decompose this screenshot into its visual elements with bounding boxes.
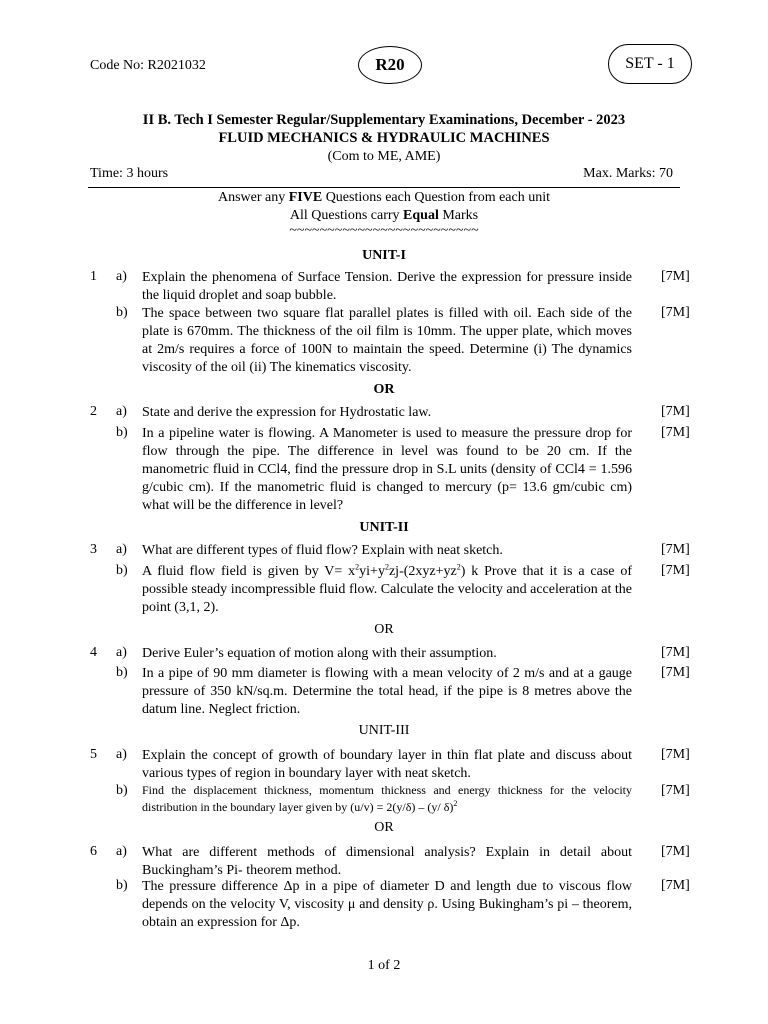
q4b-label: b) (116, 665, 128, 680)
instr1-bold: FIVE (288, 190, 323, 205)
question-number-3: 3 (90, 542, 97, 557)
q1a-label: a) (116, 269, 127, 284)
unit-heading-3: UNIT-III (358, 723, 410, 738)
time-label: Time: 3 hours (90, 166, 169, 181)
regulation-badge (358, 46, 422, 84)
code-number: Code No: R2021032 (90, 58, 206, 73)
instr1-pre: Answer any (217, 190, 289, 205)
q6b-label: b) (116, 878, 128, 893)
question-number-1: 1 (90, 269, 97, 284)
q3b-sup-1: 2 (355, 562, 360, 572)
q3b-text (142, 563, 632, 617)
branches: (Com to ME, AME) (327, 149, 441, 164)
q3b-marks: [7M] (661, 563, 690, 578)
set-badge (608, 44, 692, 84)
q1b-label: b) (116, 305, 128, 320)
q3b-part-1: A fluid flow field is given by V= x (142, 564, 356, 579)
q4a-marks: [7M] (661, 645, 690, 660)
q4b-text: In a pipe of 90 mm diameter is flowing with a mean velocity of 2 m/s and at a gauge pressure of 350 kN/sq.m. Determine the total head, if the pipe is 8 metres above the datum line. Neglect friction. (142, 666, 632, 717)
q3a-text: What are different types of fluid flow? Explain with neat sketch. (142, 543, 503, 558)
regulation-label: R20 (375, 55, 405, 74)
q2b-text: In a pipeline water is flowing. A Manometer is used to measure the pressure drop for flow through the pipe. The difference in level was found to be 20 cm. If the manometric fluid in CCl4, find the pressure drop in S.L units (density of CCl4 = 1.596 g/cubic cm). If the manometric fluid is changed to mercury (p= 13.6 gm/cubic cm) what will be the difference in level? (142, 426, 632, 513)
subject-title: FLUID MECHANICS & HYDRAULIC MACHINES (218, 130, 550, 146)
question-number-4: 4 (90, 645, 97, 660)
unit-heading-1: UNIT-I (362, 248, 406, 263)
q3a-marks: [7M] (661, 542, 690, 557)
q3b-sup-3: 2 (456, 562, 461, 572)
instr2-post: Marks (438, 208, 479, 223)
q5b-text (142, 782, 632, 816)
q1b-text: The space between two square flat parallel plates is filled with oil. Each side of the plate is 670mm. The thickness of the oil film is 10mm. The upper plate, which moves at 2m/s requires a force of 100N to maintain the speed. Determine (i) The dynamics viscosity of the oil (ii) The kinematics viscosity. (142, 306, 632, 375)
or-divider-1: OR (373, 382, 395, 397)
instruction-line-1 (0, 189, 768, 207)
q2a-text: State and derive the expression for Hydrostatic law. (142, 405, 432, 420)
q5a-text: Explain the concept of growth of boundary layer in thin flat plate and discuss about various types of region in boundary layer with neat sketch. (142, 748, 632, 781)
or-divider-3: OR (374, 820, 394, 835)
q2a-label: a) (116, 404, 127, 419)
instr1-post: Questions each Question from each unit (322, 190, 551, 205)
q6b-marks: [7M] (661, 878, 690, 893)
header-rule (88, 187, 680, 188)
q5a-marks: [7M] (661, 747, 690, 762)
instr2-bold: Equal (403, 208, 439, 223)
q3b-label: b) (116, 563, 128, 578)
instructions (0, 189, 768, 240)
q1a-text: Explain the phenomena of Surface Tension. Derive the expression for pressure inside the liquid droplet and soap bubble. (142, 270, 632, 303)
q6a-marks: [7M] (661, 844, 690, 859)
q4a-text: Derive Euler’s equation of motion along with their assumption. (142, 646, 497, 661)
q5b-label: b) (116, 783, 128, 798)
question-number-5: 5 (90, 747, 97, 762)
question-number-2: 2 (90, 404, 97, 419)
exam-title: II B. Tech I Semester Regular/Supplementary Examinations, December - 2023 (142, 112, 626, 128)
set-label: SET - 1 (625, 55, 675, 72)
instr2-pre: All Questions carry (289, 208, 404, 223)
q1a-marks: [7M] (661, 269, 690, 284)
q2a-marks: [7M] (661, 404, 690, 419)
q4a-label: a) (116, 645, 127, 660)
q5a-label: a) (116, 747, 127, 762)
q6b-text: The pressure difference Δp in a pipe of diameter D and length due to viscous flow depends on the velocity V, viscosity μ and density ρ. Using Bukingham’s pi – theorem, obtain an expression for Δp. (142, 879, 632, 930)
tilde-divider: ~~~~~~~~~~~~~~~~~~~~~~~~~ (289, 223, 479, 238)
q3b-part-2: yi+y (359, 564, 385, 579)
question-number-6: 6 (90, 844, 97, 859)
q5b-part-1: Find the displacement thickness, momentum thickness and energy thickness for the velocity distribution in the boundary layer given by (u/v) = 2(y/δ) – (y/ δ) (142, 783, 632, 814)
q3a-label: a) (116, 542, 127, 557)
q1b-marks: [7M] (661, 305, 690, 320)
q5b-marks: [7M] (661, 783, 690, 798)
or-divider-2: OR (374, 622, 394, 637)
unit-heading-2: UNIT-II (359, 520, 409, 535)
q6a-label: a) (116, 844, 127, 859)
q3b-sup-2: 2 (384, 562, 389, 572)
q4b-marks: [7M] (661, 665, 690, 680)
q2b-marks: [7M] (661, 425, 690, 440)
q3b-part-3: zj-(2xyz+yz (388, 564, 457, 579)
q5b-sup-1: 2 (453, 799, 458, 808)
q2b-label: b) (116, 425, 128, 440)
q6a-text: What are different methods of dimensional analysis? Explain in detail about Buckingham’s Pi- theorem method. (142, 845, 632, 878)
max-marks-label: Max. Marks: 70 (583, 166, 673, 181)
q3b-part-4: ) k Prove that it is a case of possible steady incompressible fluid flow. Calculate the velocity and acceleration at the point (3,1, 2). (142, 564, 633, 615)
page-number: 1 of 2 (367, 958, 401, 973)
